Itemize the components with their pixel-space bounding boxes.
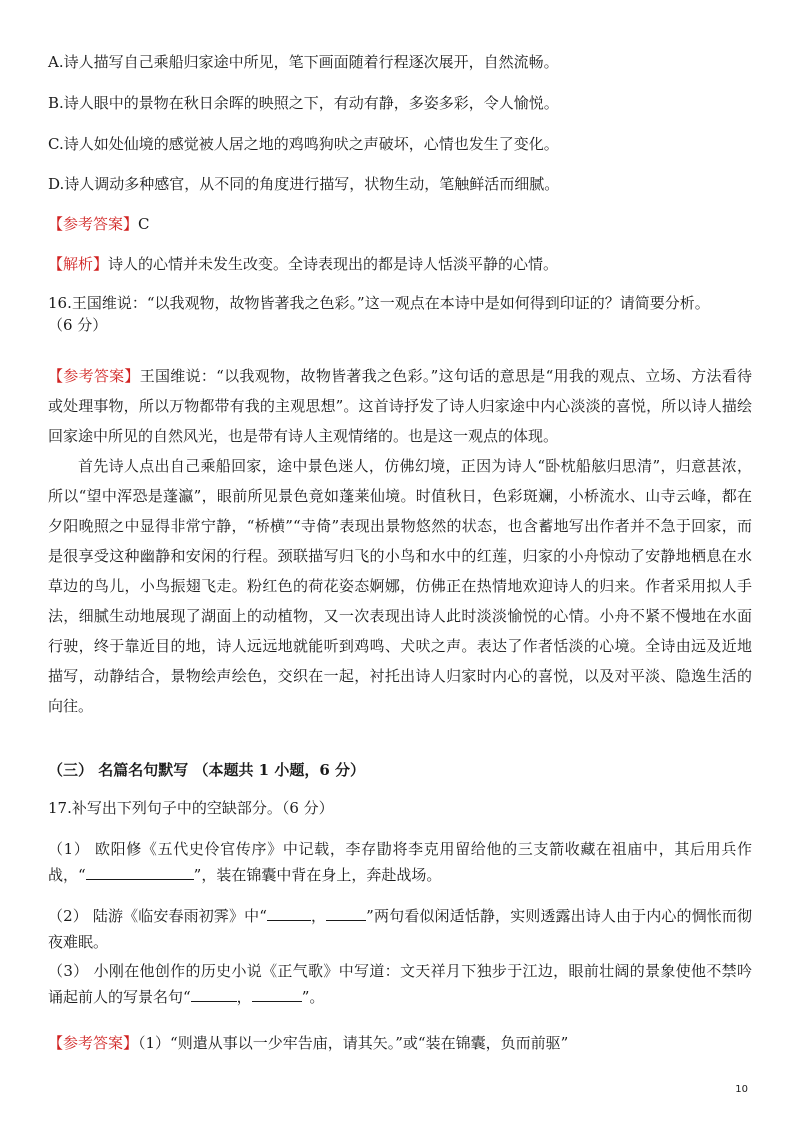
item2-sep: ， [310,907,327,925]
answer-label: 【参考答案】 [48,1034,139,1052]
fill-blank[interactable] [191,987,237,1002]
item1-text-b: ”，装在锦囊中背在身上，奔赴战场。 [193,866,442,884]
fill-blank[interactable] [252,987,302,1002]
q15-analysis [48,254,754,274]
q16-answer-para1 [48,361,752,451]
item3-text-b: ”。 [301,988,325,1006]
page-number: 10 [735,1084,748,1095]
item2-text-a: （2） 陆游《临安春雨初霁》中“ [48,907,267,925]
fill-blank[interactable] [267,906,311,921]
item3-text-a: （3） 小刚在他创作的历史小说《正气歌》中写道：文天祥月下独步于江边，眼前壮阔的景象使他不禁吟诵起前人的写景名句“ [48,962,752,1006]
section-heading: （三） 名篇名句默写 （本题共 1 小题，6 分） [48,761,365,779]
q17-answer [48,1033,754,1053]
q17-item-2 [48,903,752,955]
option-c: C.诗人如处仙境的感觉被人居之地的鸡鸣狗吠之声破坏，心情也发生了变化。 [48,135,559,153]
q16-question-line1: 16.王国维说：“以我观物，故物皆著我之色彩。”这一观点在本诗中是如何得到印证的？请简要分析。 [48,294,710,312]
q16-answer-para2: 首先诗人点出自己乘船回家，途中景色迷人，仿佛幻境，正因为诗人“卧枕船舷归思清”，归意甚浓，所以“望中浑恐是蓬瀛”，眼前所见景色竟如蓬莱仙境。时值秋日，色彩斑斓，小桥流水、山寺云峰，都在夕阳晚照之中显得非常宁静，“桥横”“寺倚”表现出景物悠然的状态，也含蓄地写出作者并不急于回家，而是很享受这种幽静和安闲的行程。颈联描写归飞的小鸟和水中的红莲，归家的小舟惊动了安静地栖息在水草边的鸟儿，小鸟振翅飞走。粉红色的荷花姿态婀娜，仿佛正在热情地欢迎诗人的归来。作者采用拟人手法，细腻生动地展现了湖面上的动植物，又一次表现出诗人此时淡淡愉悦的心情。小舟不紧不慢地在水面行驶，终于靠近目的地，诗人远远地就能听到鸡鸣、犬吠之声。表达了作者恬淡的心境。全诗由远及近地描写，动静结合，景物绘声绘色，交织在一起，衬托出诗人归家时内心的喜悦，以及对平淡、隐逸生活的向往。 [48,457,752,715]
q16-question-line2: （6 分） [48,316,108,334]
option-d: D.诗人调动多种感官，从不同的角度进行描写，状物生动，笔触鲜活而细腻。 [48,175,560,193]
option-b: B.诗人眼中的景物在秋日余晖的映照之下，有动有静，多姿多彩，令人愉悦。 [48,94,559,112]
analysis-text: 诗人的心情并未发生改变。全诗表现出的都是诗人恬淡平静的心情。 [108,255,559,273]
answer-text: 王国维说：“以我观物，故物皆著我之色彩。”这句话的意思是“用我的观点、立场、方法看待或处理事物，所以万物都带有我的主观思想”。这首诗抒发了诗人归家途中内心淡淡的喜悦，所以诗人描绘回家途中所见的自然风光，也是带有诗人主观情绪的。也是这一观点的体现。 [48,367,752,445]
item2-text-b: ”两句看似闲适恬静，实则透露出诗人由于内心的惆怅而彻夜难眠。 [48,907,752,951]
option-a: A.诗人描写自己乘船归家途中所见，笔下画面随着行程逐次展开，自然流畅。 [48,53,559,71]
answer-text: （1）“则遣从事以一少牢告庙，请其矢。”或“装在锦囊，负而前驱” [138,1034,569,1052]
q17-question: 17.补写出下列句子中的空缺部分。（6 分） [48,799,334,817]
analysis-label: 【解析】 [48,255,109,273]
fill-blank[interactable] [86,865,194,880]
q15-answer [48,214,754,234]
item1-text-a: （1） 欧阳修《五代史伶官传序》中记载，李存勖将李克用留给他的三支箭收藏在祖庙中，其后用兵作战，“ [48,840,752,884]
item3-sep: ， [236,988,252,1006]
q17-item-3 [48,958,752,1010]
answer-value: C [138,215,150,233]
q17-item-1 [48,836,752,888]
fill-blank[interactable] [326,906,366,921]
answer-label: 【参考答案】 [48,215,139,233]
answer-label: 【参考答案】 [48,367,140,385]
